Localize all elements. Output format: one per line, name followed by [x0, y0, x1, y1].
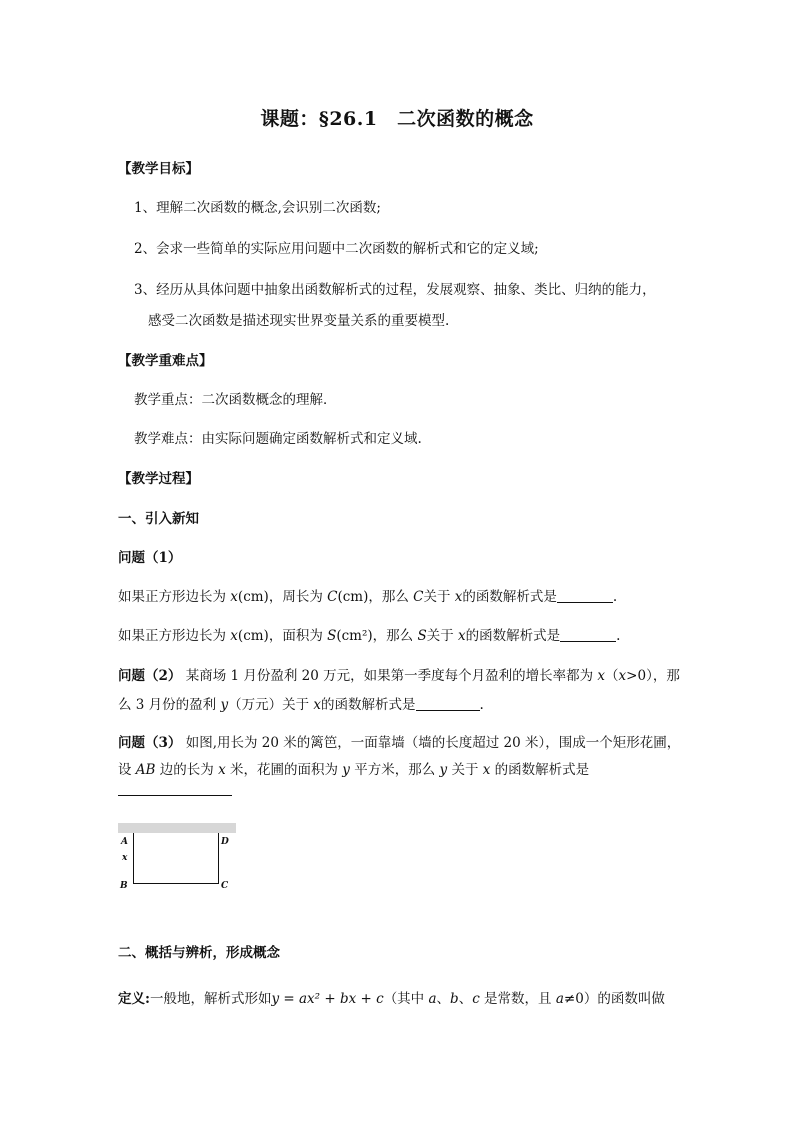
question-3-line-2: 设 AB 边的长为 x 米，花圃的面积为 y 平方米，那么 y 关于 x 的函数解析式是	[118, 762, 590, 778]
goal-item-3: 3、经历从具体问题中抽象出函数解析式的过程，发展观察、抽象、类比、归纳的能力，	[134, 282, 656, 298]
point-c-label: C	[221, 881, 229, 891]
point-b-label: B	[120, 881, 128, 891]
question-1-label: 问题（1）	[118, 550, 182, 566]
section-2-heading: 二、概括与辨析，形成概念	[118, 945, 280, 961]
section-1-heading: 一、引入新知	[118, 511, 199, 527]
question-3-label: 问题（3）	[118, 735, 182, 751]
process-heading: 【教学过程】	[118, 471, 199, 487]
question-2-line-1: 问题（2） 某商场 1 月份盈利 20 万元，如果第一季度每个月盈利的增长率都为 x（x>0），那	[118, 668, 680, 684]
question-1-line-1: 如果正方形边长为 x(cm)，周长为 C(cm)，那么 C关于 x的函数解析式是 .	[118, 589, 618, 605]
answer-blank	[416, 696, 480, 711]
answer-blank	[557, 588, 613, 603]
teaching-focus: 教学重点：二次函数概念的理解．	[134, 392, 337, 408]
goals-heading: 【教学目标】	[118, 161, 199, 177]
question-2-label: 问题（2）	[118, 668, 182, 684]
goal-item-2: 2、会求一些简单的实际应用问题中二次函数的解析式和它的定义域;	[134, 241, 539, 257]
definition-line: 定义:一般地，解析式形如y = ax² + bx + c（其中 a、b、c 是常数，且 a≠0）的函数叫做	[118, 991, 665, 1007]
side-x-label: x	[122, 853, 128, 863]
quadratic-formula: y = ax² + bx + c	[271, 991, 384, 1007]
teaching-difficulty: 教学难点：由实际问题确定函数解析式和定义域.	[134, 431, 422, 447]
point-d-label: D	[221, 837, 229, 847]
definition-label: 定义:	[118, 991, 150, 1007]
goal-item-1: 1、理解二次函数的概念,会识别二次函数;	[134, 200, 381, 216]
answer-blank	[560, 627, 616, 642]
question-3-line-1: 问题（3） 如图,用长为 20 米的篱笆，一面靠墙（墙的长度超过 20 米），围成一个矩形花圃，	[118, 735, 681, 751]
answer-blank-q3	[118, 782, 232, 796]
goal-item-3-continued: 感受二次函数是描述现实世界变量关系的重要模型.	[148, 313, 450, 329]
question-1-line-2: 如果正方形边长为 x(cm)，面积为 S(cm²)，那么 S关于 x的函数解析式是 .	[118, 628, 621, 644]
lesson-title: 课题：§26.1 二次函数的概念	[260, 108, 534, 130]
fence-rectangle	[133, 833, 219, 884]
key-points-heading: 【教学重难点】	[118, 353, 213, 369]
point-a-label: A	[121, 837, 128, 847]
wall	[118, 823, 236, 833]
question-2-line-2: 么 3 月份的盈利 y（万元）关于 x的函数解析式是 .	[118, 697, 484, 713]
